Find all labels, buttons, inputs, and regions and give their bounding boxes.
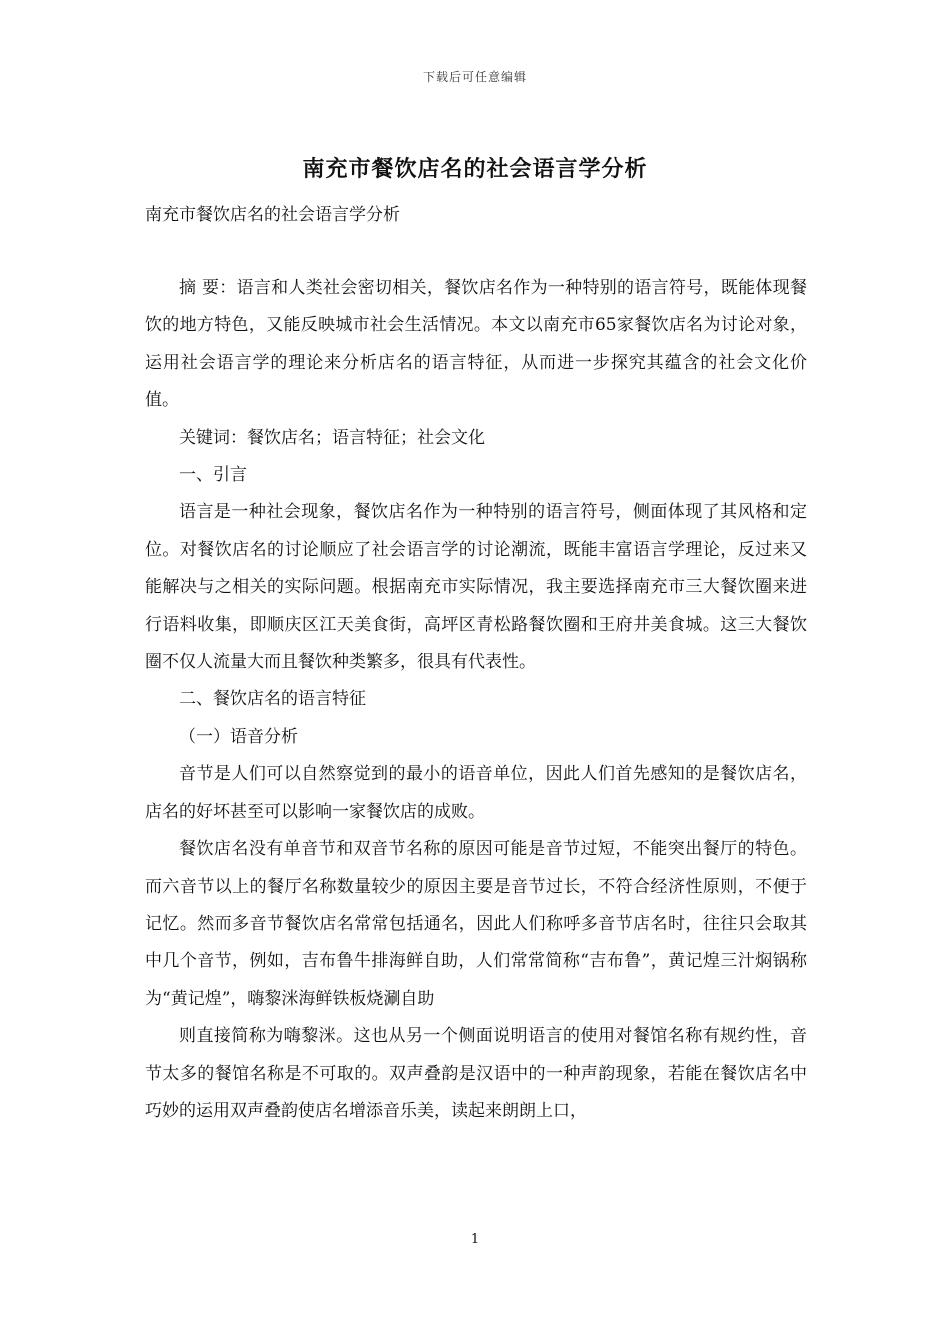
document-body (145, 270, 807, 1130)
section-heading-introduction: 一、引言 (179, 465, 247, 486)
page-number: 1 (470, 1232, 480, 1247)
abstract-paragraph: 摘 要：语言和人类社会密切相关，餐饮店名作为一种特别的语言符号，既能体现餐饮的地方特色，又能反映城市社会生活情况。本文以南充市65家餐饮店名为讨论对象，运用社会语言学的理论来分析店名的语言特征，从而进一步探究其蕴含的社会文化价值。 (145, 278, 807, 411)
phonetics-paragraph-1: 音节是人们可以自然察觉到的最小的语音单位，因此人们首先感知的是餐饮店名，店名的好坏甚至可以影响一家餐饮店的成败。 (145, 764, 807, 822)
document-subtitle: 南充市餐饮店名的社会语言学分析 (145, 205, 400, 225)
phonetics-paragraph-2: 餐饮店名没有单音节和双音节名称的原因可能是音节过短，不能突出餐厅的特色。而六音节以上的餐厅名称数量较少的原因主要是音节过长，不符合经济性原则，不便于记忆。然而多音节餐饮店名常常包括通名，因此人们称呼多音节店名时，往往只会取其中几个音节，例如，吉布鲁牛排海鲜自助，人们常常简称“吉布鲁”，黄记煌三汁焖锅称为“黄记煌”，嗨黎洣海鲜铁板烧涮自助 (145, 839, 807, 1009)
introduction-paragraph: 语言是一种社会现象，餐饮店名作为一种特别的语言符号，侧面体现了其风格和定位。对餐饮店名的讨论顺应了社会语言学的讨论潮流，既能丰富语言学理论，反过来又能解决与之相关的实际问题。根据南充市实际情况，我主要选择南充市三大餐饮圈来进行语料收集，即顺庆区江天美食街，高坪区青松路餐饮圈和王府井美食城。这三大餐饮圈不仅人流量大而且餐饮种类繁多，很具有代表性。 (145, 502, 807, 673)
keywords-paragraph: 关键词：餐饮店名；语言特征；社会文化 (179, 427, 485, 448)
document-title: 南充市餐饮店名的社会语言学分析 (302, 156, 648, 182)
section-heading-language-features: 二、餐饮店名的语言特征 (179, 689, 366, 710)
phonetics-paragraph-3: 则直接简称为嗨黎洣。这也从另一个侧面说明语言的使用对餐馆名称有规约性，音节太多的餐馆名称是不可取的。双声叠韵是汉语中的一种声韵现象，若能在餐饮店名中巧妙的运用双声叠韵使店名增添音乐美，读起来朗朗上口， (145, 1026, 807, 1121)
subsection-heading-phonetics: （一）语音分析 (179, 726, 298, 747)
header-note: 下载后可任意编辑 (422, 70, 527, 84)
